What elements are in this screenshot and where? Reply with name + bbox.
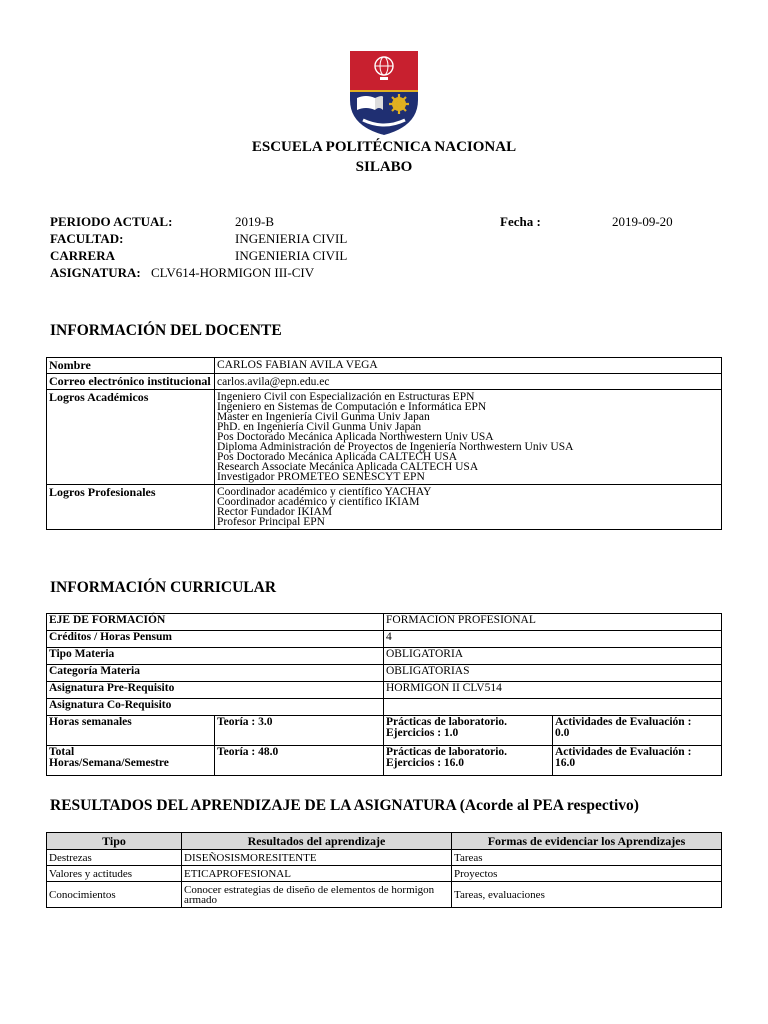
- logros-profesionales-label: Logros Profesionales: [47, 485, 215, 530]
- total-label-line2: Horas/Semana/Semestre: [49, 757, 169, 769]
- nombre-value: CARLOS FABIAN AVILA VEGA: [215, 358, 722, 374]
- carrera-value: INGENIERIA CIVIL: [235, 248, 348, 263]
- prereq-value: HORMIGON II CLV514: [384, 682, 722, 699]
- list-item: Master en Ingeniería Civil Gunma Univ Japan: [217, 411, 430, 423]
- institution-title: ESCUELA POLITÉCNICA NACIONAL: [251, 139, 517, 155]
- periodo-value: 2019-B: [235, 214, 274, 229]
- categoria-value: OBLIGATORIAS: [384, 665, 722, 682]
- table-header-row: [47, 833, 722, 850]
- horas-practicas-line2: Ejercicios : 1.0: [386, 727, 459, 739]
- facultad-value: INGENIERIA CIVIL: [235, 231, 348, 246]
- table-row: [47, 850, 722, 866]
- horas-practicas-line1: Prácticas de laboratorio.: [386, 716, 508, 728]
- table-row: [47, 716, 722, 746]
- list-item: Rector Fundador IKIAM: [217, 506, 332, 518]
- table-row: [47, 682, 722, 699]
- logros-profesionales-list: [215, 485, 722, 530]
- document-type-title: SILABO: [355, 159, 413, 175]
- correo-label: Correo electrónico institucional: [47, 374, 215, 390]
- cell-tipo: Destrezas: [47, 850, 182, 866]
- section-title-curricular: INFORMACIÓN CURRICULAR: [50, 579, 277, 596]
- cell-forma: Tareas, evaluaciones: [452, 882, 722, 908]
- total-practicas: [384, 746, 553, 776]
- fecha-label: Fecha :: [500, 214, 541, 229]
- resultados-table: [46, 832, 722, 908]
- total-practicas-line1: Prácticas de laboratorio.: [386, 746, 508, 758]
- horas-teoria: Teoría : 3.0: [215, 716, 384, 746]
- table-row: [47, 631, 722, 648]
- creditos-value: 4: [384, 631, 722, 648]
- epn-crest-icon: [349, 50, 419, 136]
- list-item: Ingeniero en Sistemas de Computación e Informática EPN: [217, 401, 487, 413]
- fecha-value: 2019-09-20: [612, 214, 673, 229]
- eje-label: EJE DE FORMACIÓN: [47, 614, 384, 631]
- section-title-resultados: RESULTADOS DEL APRENDIZAJE DE LA ASIGNATURA (Acorde al PEA respectivo): [50, 797, 639, 814]
- coreq-label: Asignatura Co-Requisito: [47, 699, 384, 716]
- table-row: [47, 374, 722, 390]
- table-row: [47, 485, 722, 530]
- asignatura-value: CLV614-HORMIGON III-CIV: [151, 265, 315, 280]
- categoria-label: Categoría Materia: [47, 665, 384, 682]
- list-item: Ingeniero Civil con Especialización en Estructuras EPN: [217, 391, 475, 403]
- horas-practicas: [384, 716, 553, 746]
- total-label: [47, 746, 215, 776]
- table-row: [47, 358, 722, 374]
- cell-tipo: Conocimientos: [47, 882, 182, 908]
- list-item: Investigador PROMETEO SENESCYT EPN: [217, 471, 425, 483]
- periodo-label: PERIODO ACTUAL:: [50, 214, 173, 229]
- creditos-label: Créditos / Horas Pensum: [47, 631, 384, 648]
- carrera-label: CARRERA: [50, 248, 115, 263]
- section-title-docente: INFORMACIÓN DEL DOCENTE: [50, 322, 282, 339]
- logros-academicos-list: [215, 390, 722, 485]
- list-item: PhD. en Ingeniería Civil Gunma Univ Japan: [217, 421, 422, 433]
- nombre-label: Nombre: [47, 358, 215, 374]
- table-row: [47, 866, 722, 882]
- cell-forma: Tareas: [452, 850, 722, 866]
- logros-academicos-label: Logros Académicos: [47, 390, 215, 485]
- curricular-table: [46, 613, 722, 776]
- list-item: Pos Doctorado Mecánica Aplicada Northwestern Univ USA: [217, 431, 494, 443]
- prereq-label: Asignatura Pre-Requisito: [47, 682, 384, 699]
- header-resultados: Resultados del aprendizaje: [182, 833, 452, 850]
- list-item: Diploma Administración de Proyectos de Ingeniería Northwestern Univ USA: [217, 441, 574, 453]
- total-evaluacion-line1: Actividades de Evaluación :: [555, 746, 692, 758]
- tipo-label: Tipo Materia: [47, 648, 384, 665]
- coreq-value: [384, 699, 722, 716]
- cell-resultado: DISEÑOSISMORESITENTE: [182, 850, 452, 866]
- eje-value: FORMACION PROFESIONAL: [384, 614, 722, 631]
- table-row: [47, 614, 722, 631]
- table-row: [47, 882, 722, 908]
- cell-forma: Proyectos: [452, 866, 722, 882]
- correo-value: carlos.avila@epn.edu.ec: [215, 374, 722, 390]
- table-row: [47, 648, 722, 665]
- horas-evaluacion: [553, 716, 722, 746]
- horas-evaluacion-line1: Actividades de Evaluación :: [555, 716, 692, 728]
- tipo-value: OBLIGATORIA: [384, 648, 722, 665]
- facultad-label: FACULTAD:: [50, 231, 124, 246]
- total-label-line1: Total: [49, 746, 75, 758]
- total-evaluacion-line2: 16.0: [555, 757, 576, 769]
- table-row: [47, 390, 722, 485]
- horas-label: Horas semanales: [47, 716, 215, 746]
- header-tipo: Tipo: [47, 833, 182, 850]
- table-row: [47, 665, 722, 682]
- asignatura-label: ASIGNATURA:: [50, 265, 141, 280]
- header-formas: Formas de evidenciar los Aprendizajes: [452, 833, 722, 850]
- cell-resultado: ETICAPROFESIONAL: [182, 866, 452, 882]
- total-evaluacion: [553, 746, 722, 776]
- cell-resultado: Conocer estrategias de diseño de elementos de hormigon armado: [182, 882, 452, 908]
- table-row: [47, 746, 722, 776]
- horas-evaluacion-line2: 0.0: [555, 727, 570, 739]
- docente-table: [46, 357, 722, 530]
- total-teoria: Teoría : 48.0: [215, 746, 384, 776]
- list-item: Coordinador académico y científico IKIAM: [217, 496, 420, 508]
- table-row: [47, 699, 722, 716]
- cell-tipo: Valores y actitudes: [47, 866, 182, 882]
- total-practicas-line2: Ejercicios : 16.0: [386, 757, 465, 769]
- list-item: Coordinador académico y científico YACHAY: [217, 486, 432, 498]
- list-item: Research Associate Mecánica Aplicada CALTECH USA: [217, 461, 479, 473]
- list-item: Profesor Principal EPN: [217, 516, 325, 528]
- list-item: Pos Doctorado Mecánica Aplicada CALTECH USA: [217, 451, 458, 463]
